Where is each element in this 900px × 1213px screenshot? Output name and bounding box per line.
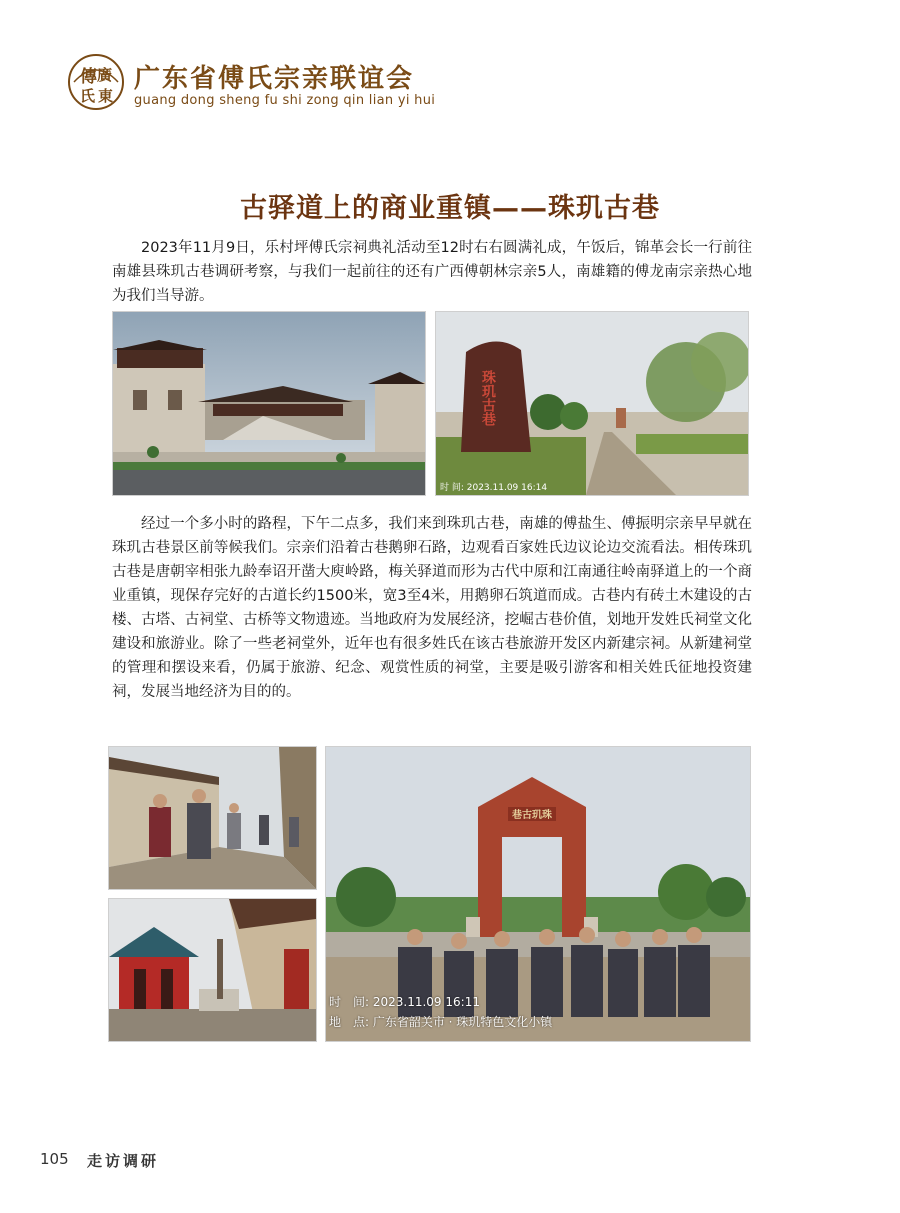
svg-text:氏: 氏	[80, 87, 96, 105]
gate-plaque: 巷古玑珠	[512, 810, 552, 821]
article-paragraph-2: 经过一个多小时的路程，下午二点多，我们来到珠玑古巷，南雄的傅盐生、傅振明宗亲早早就在珠玑古巷景区前等候我们。宗亲们沿着古巷鹅卵石路，边观看百家姓氏边议论边交流看法。相传珠玑古巷是唐朝宰相张九龄奉诏开凿大庾岭路，梅关驿道而形为古代中原和江南通往岭南驿道上的一个商业重镇，现保存完好的古道长约1500米，宽3至4米，用鹅卵石筑道而成。古巷内有砖土木建设的古楼、古塔、古祠堂、古桥等文物遗迹。当地政府为发展经济，挖崛古巷价值，划地开发姓氏祠堂文化建设和旅游业。除了一些老祠堂外，近年也有很多姓氏在该古巷旅游开发区内新建宗祠。从新建祠堂的管理和摆设来看，仍属于旅游、纪念、观赏性质的祠堂，主要是吸引游客和相关姓氏征地投资建祠，发展当地经济为目的的。	[112, 516, 752, 700]
photo-walking-lane	[108, 746, 317, 890]
svg-text:東: 東	[98, 87, 114, 105]
org-name-cn: 广东省傅氏宗亲联谊会	[134, 64, 415, 94]
photo-ancient-building	[112, 311, 426, 496]
org-name-pinyin: guang dong sheng fu shi zong qin lian yi hui	[134, 93, 436, 108]
svg-text:廣: 廣	[97, 66, 113, 84]
association-logo	[66, 52, 126, 112]
photo-red-pavilion	[108, 898, 317, 1042]
group-photo-time: 时 间: 2023.11.09 16:11	[329, 995, 480, 1009]
group-photo-place: 地 点: 广东省韶关市 · 珠玑特色文化小镇	[329, 1015, 553, 1029]
photo-stone-monument	[435, 311, 749, 496]
svg-text:傳: 傳	[80, 67, 97, 87]
article-paragraph-1: 2023年11月9日，乐村坪傅氏宗祠典礼活动至12时右右圆满礼成，午饭后，锦革会长一行前往南雄县珠玑古巷调研考察，与我们一起前往的还有广西傅朝林宗亲5人，南雄籍的傅龙南宗亲热心地为我们当导游。	[112, 240, 752, 304]
stone-photo-timestamp: 时 间: 2023.11.09 16:14	[440, 483, 548, 493]
section-name: 走访调研	[87, 1152, 160, 1170]
stone-inscription: 珠玑古巷	[480, 370, 496, 426]
article-title: 古驿道上的商业重镇——珠玑古巷	[240, 193, 660, 224]
page-number: 105	[40, 1150, 69, 1168]
